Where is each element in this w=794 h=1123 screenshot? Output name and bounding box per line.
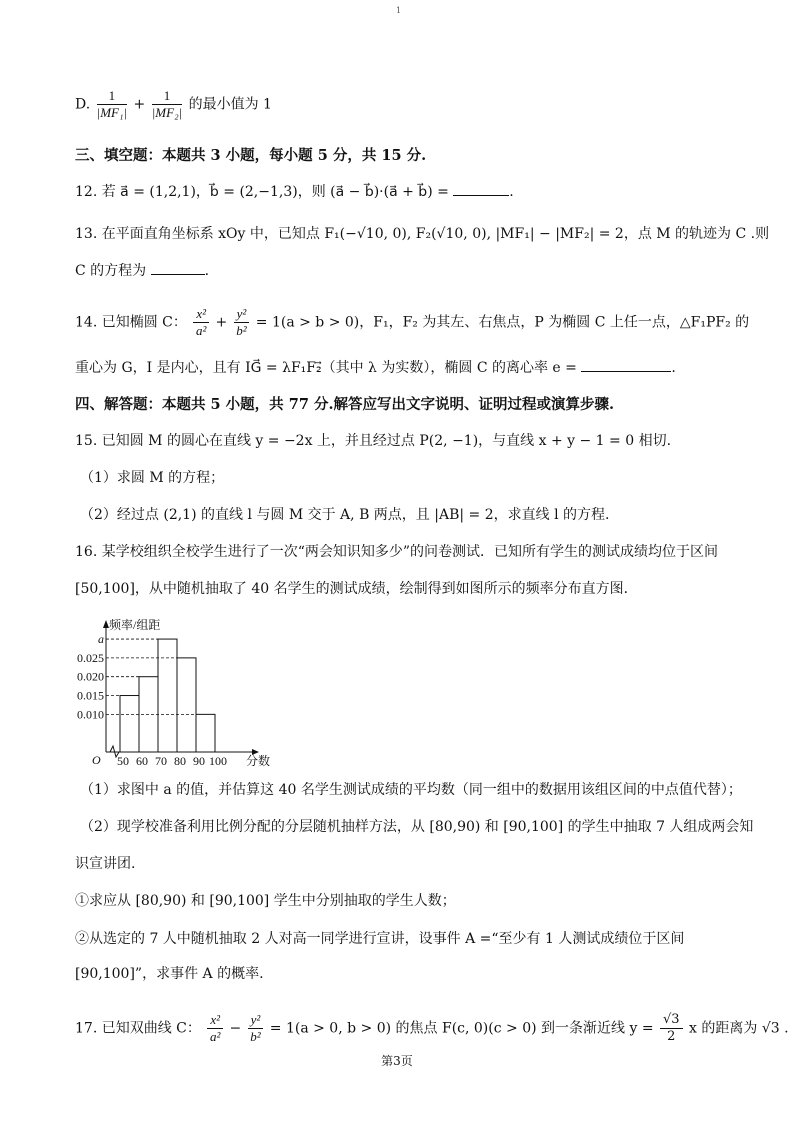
y-tick-label: 0.015 — [77, 688, 104, 703]
answer-blank — [581, 359, 671, 372]
q13-tail: . — [204, 263, 210, 279]
fraction-y-num: y² — [234, 306, 250, 323]
option-d — [75, 88, 272, 121]
question-16-part2a: （2）现学校准备利用比例分配的分层随机抽样方法，从 [80,90) 和 [90,100] 的学生中抽取 7 人组成两会知 — [80, 819, 754, 835]
fraction-y-num: y² — [248, 1012, 264, 1029]
fraction-y — [248, 1012, 264, 1045]
fraction-slope — [660, 1012, 683, 1045]
x-axis-title: 分数 — [246, 754, 271, 768]
q12-text: 12. 若 a⃗ = (1,2,1)，b⃗ = (2,−1,3)，则 (a⃗ − b⃗)·(a⃗ + b⃗) = — [75, 184, 449, 200]
answer-blank — [453, 183, 509, 196]
fraction-x-num: x² — [193, 306, 209, 323]
question-16-part2b: 识宣讲团. — [75, 856, 136, 872]
plus-sign: + — [133, 96, 146, 113]
question-17 — [75, 1012, 789, 1045]
question-15-part1: （1）求圆 M 的方程； — [80, 470, 225, 486]
histogram-bar — [196, 714, 215, 752]
x-tick-label: 90 — [193, 754, 205, 768]
y-axis-title: 频率/组距 — [109, 618, 161, 632]
minus-sign: − — [229, 1020, 242, 1037]
question-16-part1: （1）求图中 a 的值，并估算这 40 名学生测试成绩的平均数（同一组中的数据用该组区间的中点值代替）； — [80, 782, 742, 798]
fraction-1-num: 1 — [97, 88, 127, 105]
section-4-heading: 四、解答题：本题共 5 小题，共 77 分.解答应写出文字说明、证明过程或演算步骤. — [75, 396, 615, 413]
fraction-x — [207, 1012, 223, 1045]
fraction-slope-num: √3 — [660, 1012, 683, 1029]
question-12 — [75, 183, 514, 201]
fraction-x-den: a² — [195, 323, 207, 338]
frequency-histogram — [70, 618, 280, 776]
fraction-2-den: |MF₂| — [151, 105, 183, 120]
fraction-x-num: x² — [207, 1012, 223, 1029]
question-14-line1 — [75, 306, 749, 339]
question-16-sub1: ①求应从 [80,90) 和 [90,100] 学生中分别抽取的学生人数； — [75, 893, 456, 909]
histogram-bar — [177, 658, 196, 752]
fraction-2-num: 1 — [152, 88, 182, 105]
q17-mid: = 1(a > 0, b > 0) 的焦点 F(c, 0)(c > 0) 到一条渐近线 y = — [269, 1020, 654, 1037]
question-13-line2 — [75, 262, 209, 280]
fraction-x — [193, 306, 209, 339]
option-d-tail: 的最小值为 1 — [188, 96, 272, 113]
q14-tail: . — [671, 360, 676, 376]
y-tick-label: a — [98, 632, 104, 647]
question-13-line1: 13. 在平面直角坐标系 xOy 中，已知点 F₁(−√10, 0), F₂(√10, 0), |MF₁| − |MF₂| = 2，点 M 的轨迹为 C .则 — [75, 226, 770, 242]
page-footer: 第3页 — [381, 1054, 413, 1068]
q17-prefix: 17. 已知双曲线 C： — [75, 1020, 201, 1037]
origin-label: O — [92, 753, 101, 767]
page-mark: 1 — [396, 6, 402, 15]
question-15-stem: 15. 已知圆 M 的圆心在直线 y = −2x 上，并且经过点 P(2, −1)，与直线 x + y − 1 = 0 相切. — [75, 433, 672, 449]
q14-line2-text: 重心为 G，I 是内心，且有 IG⃗ = λF₁F₂⃗（其中 λ 为实数），椭圆 C 的离心率 e = — [75, 360, 577, 376]
option-d-label: D. — [75, 96, 91, 113]
question-16-sub2b: [90,100]”，求事件 A 的概率. — [75, 966, 264, 982]
histogram-bars — [120, 639, 215, 752]
question-16-sub2a: ②从选定的 7 人中随机抽取 2 人对高一同学进行宣讲，设事件 A =“至少有 1 人测试成绩位于区间 — [75, 931, 685, 947]
y-tick-label: 0.025 — [77, 650, 104, 665]
plus-sign: + — [215, 314, 228, 331]
fraction-x-den: a² — [209, 1029, 221, 1044]
x-tick-label: 70 — [155, 754, 167, 768]
fraction-2 — [152, 88, 182, 121]
histogram-bar — [120, 696, 139, 752]
question-16-line1: 16. 某学校组织全校学生进行了一次“两会知识知多少”的问卷测试．已知所有学生的测试成绩均位于区间 — [75, 544, 719, 560]
fraction-1-den: |MF₁| — [96, 105, 128, 120]
q12-tail: . — [509, 184, 514, 200]
q14-prefix: 14. 已知椭圆 C： — [75, 314, 187, 331]
q17-tail: x 的距离为 √3 . — [689, 1020, 789, 1037]
histogram-bar — [158, 639, 177, 752]
y-tick-label: 0.020 — [77, 669, 104, 684]
x-tick-label: 80 — [174, 754, 186, 768]
question-15-part2: （2）经过点 (2,1) 的直线 l 与圆 M 交于 A, B 两点，且 |AB| = 2，求直线 l 的方程. — [80, 507, 610, 523]
q13-line2-text: C 的方程为 — [75, 263, 147, 279]
histogram-axes — [103, 620, 259, 757]
fraction-y — [234, 306, 250, 339]
question-14-line2 — [75, 359, 676, 377]
y-tick-label: 0.010 — [77, 707, 104, 722]
x-tick-label: 60 — [136, 754, 148, 768]
section-3-heading: 三、填空题：本题共 3 小题，每小题 5 分，共 15 分. — [75, 147, 427, 164]
fraction-slope-den: 2 — [667, 1029, 676, 1044]
x-tick-label: 50 — [117, 754, 129, 768]
answer-blank — [151, 262, 205, 275]
fraction-y-den: b² — [250, 1029, 261, 1044]
fraction-1 — [97, 88, 127, 121]
fraction-y-den: b² — [236, 323, 247, 338]
q14-rest: = 1(a > b > 0)，F₁，F₂ 为其左、右焦点，P 为椭圆 C 上任一点，△F₁PF₂ 的 — [255, 314, 750, 331]
x-tick-label: 100 — [209, 754, 227, 768]
question-16-line2: [50,100]，从中随机抽取了 40 名学生的测试成绩，绘制得到如图所示的频率分布直方图． — [75, 581, 638, 597]
